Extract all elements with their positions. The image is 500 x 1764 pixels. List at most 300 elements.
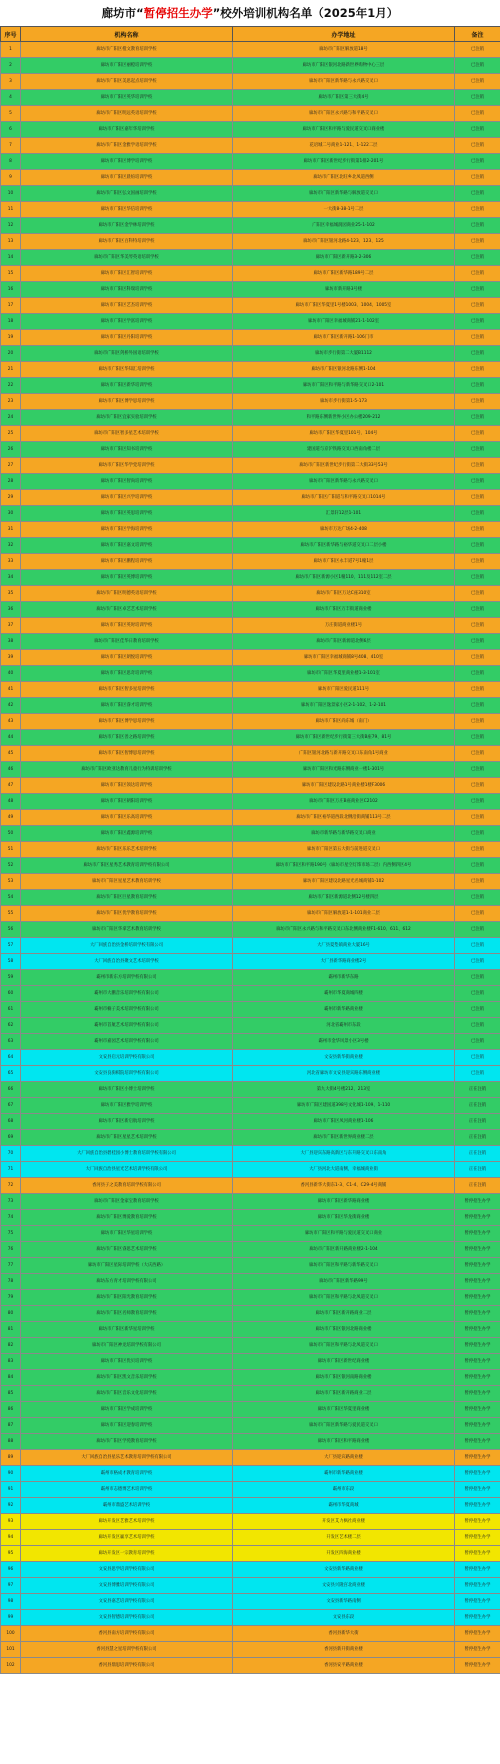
cell-remark: 已注销 bbox=[455, 650, 500, 666]
cell-address: 廊坊市新华路与新华路交叉口商业 bbox=[233, 826, 455, 842]
cell-address: 廊坊市广阳区和平路商业楼 bbox=[233, 1434, 455, 1450]
cell-remark: 已注销 bbox=[455, 298, 500, 314]
table-row bbox=[1, 442, 500, 458]
table-row bbox=[1, 1018, 500, 1034]
cell-address: 第九大街4号楼212、213室 bbox=[233, 1082, 455, 1098]
cell-serial: 88 bbox=[1, 1434, 21, 1450]
cell-remark: 已注销 bbox=[455, 986, 500, 1002]
cell-name: 廊坊市广阳区神龙培训学校有限公司 bbox=[21, 1338, 233, 1354]
cell-remark: 已注销 bbox=[455, 154, 500, 170]
cell-address: 廊坊市广阳区新华路189号二层 bbox=[233, 266, 455, 282]
cell-address: 廊坊市广阳区建设北路星光名城商铺1-102 bbox=[233, 874, 455, 890]
cell-name: 廊坊市广阳区科瑞培训学校 bbox=[21, 282, 233, 298]
cell-serial: 94 bbox=[1, 1530, 21, 1546]
cell-name: 大厂回族自治县星乐艺术教育培训学校有限公司 bbox=[21, 1450, 233, 1466]
cell-remark: 已注销 bbox=[455, 1018, 500, 1034]
cell-remark: 已注销 bbox=[455, 490, 500, 506]
cell-serial: 25 bbox=[1, 426, 21, 442]
cell-name: 廊坊市广阳区金学林培训学校 bbox=[21, 218, 233, 234]
cell-name: 廊坊市广阳区智多星艺术培训学校 bbox=[21, 426, 233, 442]
cell-serial: 92 bbox=[1, 1498, 21, 1514]
table-row bbox=[1, 1482, 500, 1498]
table-row bbox=[1, 458, 500, 474]
cell-serial: 89 bbox=[1, 1450, 21, 1466]
cell-remark: 已注销 bbox=[455, 426, 500, 442]
cell-remark: 正在注销 bbox=[455, 1098, 500, 1114]
cell-name: 廊坊市广阳区音乐文化培训学校 bbox=[21, 1386, 233, 1402]
table-row bbox=[1, 1114, 500, 1130]
cell-serial: 26 bbox=[1, 442, 21, 458]
table-row bbox=[1, 106, 500, 122]
cell-remark: 已注销 bbox=[455, 474, 500, 490]
cell-address: 大厂县夏垫镇商业大厦16号 bbox=[233, 938, 455, 954]
cell-address: 香河县新华大街东1-3、C1-4、C29-4号商铺 bbox=[233, 1178, 455, 1194]
cell-address: 廊坊市广阳区万庄B座商业区C2102 bbox=[233, 794, 455, 810]
cell-name: 文安县智德培训学校有限公司 bbox=[21, 1610, 233, 1626]
cell-address: 廊坊市广阳区新华路与解放道交叉口 bbox=[233, 186, 455, 202]
cell-address: 廊坊市广阳区新开路商业楼2-1-104 bbox=[233, 1242, 455, 1258]
cell-remark: 已注销 bbox=[455, 778, 500, 794]
cell-name: 廊坊市广阳区学苑教育培训学校 bbox=[21, 1434, 233, 1450]
table-row bbox=[1, 1658, 500, 1674]
cell-remark: 已注销 bbox=[455, 106, 500, 122]
cell-name: 廊坊市广阳区乐高培训学校 bbox=[21, 810, 233, 826]
cell-address: 廊坊市广阳区第五大街与前进道交叉口 bbox=[233, 842, 455, 858]
cell-address: 广阳区幸福城润园商业25-1-102 bbox=[233, 218, 455, 234]
table-row bbox=[1, 1498, 500, 1514]
cell-name: 廊坊市广阳区华拿艺术教育培训学校 bbox=[21, 922, 233, 938]
cell-address: 廊坊市广阳区建国道398号文化城1-109、1-110 bbox=[233, 1098, 455, 1114]
table-row bbox=[1, 1050, 500, 1066]
table-row bbox=[1, 1098, 500, 1114]
cell-address: 霸州市新华路商业楼 bbox=[233, 1002, 455, 1018]
cell-serial: 3 bbox=[1, 74, 21, 90]
table-row bbox=[1, 986, 500, 1002]
table-row bbox=[1, 682, 500, 698]
cell-remark: 已注销 bbox=[455, 714, 500, 730]
table-row bbox=[1, 1610, 500, 1626]
header-name: 机构名称 bbox=[21, 27, 233, 42]
cell-remark: 已注销 bbox=[455, 234, 500, 250]
cell-remark: 已注销 bbox=[455, 442, 500, 458]
table-row bbox=[1, 298, 500, 314]
cell-name: 廊坊市广阳区乐乐艺术培训学校 bbox=[21, 842, 233, 858]
cell-serial: 14 bbox=[1, 250, 21, 266]
cell-name: 廊坊市广阳区嘉文培训学校 bbox=[21, 538, 233, 554]
cell-remark: 已注销 bbox=[455, 954, 500, 970]
cell-name: 霸州市首航艺术培训学校有限公司 bbox=[21, 1018, 233, 1034]
cell-remark: 暂停招生办学 bbox=[455, 1562, 500, 1578]
cell-serial: 1 bbox=[1, 42, 21, 58]
cell-name: 廊坊市广阳区博学思培训学校 bbox=[21, 394, 233, 410]
cell-name: 廊坊开发区一宗教育培训学校 bbox=[21, 1546, 233, 1562]
cell-name: 廊坊市广阳区欧亚达教育儿童行为特训培训学校 bbox=[21, 762, 233, 778]
cell-address: 廊坊市广阳区新世纪步行街第1排2-201号 bbox=[233, 154, 455, 170]
cell-address: 廊坊市广阳区银河北路东侧1-104 bbox=[233, 362, 455, 378]
cell-serial: 30 bbox=[1, 506, 21, 522]
cell-name: 廊坊市广阳区新华培训学校 bbox=[21, 378, 233, 394]
cell-serial: 44 bbox=[1, 730, 21, 746]
table-row bbox=[1, 490, 500, 506]
cell-address: 廊坊市广阳区和平路与新华路交叉口2-101 bbox=[233, 378, 455, 394]
cell-address: 廊坊市广阳区尚东城（南门） bbox=[233, 714, 455, 730]
cell-name: 廊坊开发区赢享艺术培训学校 bbox=[21, 1530, 233, 1546]
cell-name: 廊坊市广阳区博学思培训学校 bbox=[21, 714, 233, 730]
cell-name: 廊坊市广阳区学海培训学校 bbox=[21, 522, 233, 538]
cell-serial: 69 bbox=[1, 1130, 21, 1146]
cell-address: 廊坊市广阳区新世纪商业楼 bbox=[233, 1354, 455, 1370]
cell-remark: 正在注销 bbox=[455, 1178, 500, 1194]
cell-name: 廊坊市广阳区博爱教育培训学校 bbox=[21, 1210, 233, 1226]
cell-remark: 暂停招生办学 bbox=[455, 1258, 500, 1274]
table-row bbox=[1, 394, 500, 410]
cell-serial: 67 bbox=[1, 1098, 21, 1114]
table-row bbox=[1, 666, 500, 682]
cell-remark: 已注销 bbox=[455, 202, 500, 218]
cell-address: 廊坊市广阳区和平路与北凤道交叉口 bbox=[233, 1338, 455, 1354]
cell-name: 文安县博雅培训学校有限公司 bbox=[21, 1578, 233, 1594]
table-row bbox=[1, 570, 500, 586]
cell-serial: 13 bbox=[1, 234, 21, 250]
cell-name: 廊坊市广阳区明德英语培训学校 bbox=[21, 586, 233, 602]
table-row bbox=[1, 1578, 500, 1594]
cell-name: 廊坊市广阳区智多星培训学校 bbox=[21, 682, 233, 698]
table-row bbox=[1, 1546, 500, 1562]
cell-serial: 79 bbox=[1, 1290, 21, 1306]
cell-address: 廊坊市广阳区解放道18号 bbox=[233, 42, 455, 58]
cell-address: 廊坊市广阳区万达C座310室 bbox=[233, 586, 455, 602]
cell-name: 廊坊市广阳区名师教育培训学校 bbox=[21, 1306, 233, 1322]
cell-remark: 已注销 bbox=[455, 666, 500, 682]
table-row bbox=[1, 698, 500, 714]
cell-address: 河北省霸州市东段 bbox=[233, 1018, 455, 1034]
cell-name: 廊坊市广阳区佳华日教育培训学校 bbox=[21, 634, 233, 650]
cell-address: 廊坊市广阳区永丰道7号1幢1层 bbox=[233, 554, 455, 570]
table-row bbox=[1, 1002, 500, 1018]
table-row bbox=[1, 970, 500, 986]
table-row bbox=[1, 1034, 500, 1050]
table-row bbox=[1, 858, 500, 874]
cell-remark: 暂停招生办学 bbox=[455, 1642, 500, 1658]
table-row bbox=[1, 234, 500, 250]
cell-remark: 已注销 bbox=[455, 970, 500, 986]
cell-serial: 4 bbox=[1, 90, 21, 106]
institution-table bbox=[0, 26, 500, 1674]
cell-remark: 已注销 bbox=[455, 538, 500, 554]
cell-name: 廊坊市广阳区橙文教育培训学校 bbox=[21, 42, 233, 58]
cell-remark: 已注销 bbox=[455, 410, 500, 426]
cell-remark: 暂停招生办学 bbox=[455, 1274, 500, 1290]
cell-address: 廊坊市广阳区和平路190号（廊坊市星空灯饰市场二层）内西侧四区4号 bbox=[233, 858, 455, 874]
cell-remark: 正在注销 bbox=[455, 1114, 500, 1130]
cell-remark: 已注销 bbox=[455, 682, 500, 698]
cell-remark: 已注销 bbox=[455, 122, 500, 138]
cell-serial: 27 bbox=[1, 458, 21, 474]
cell-address: 廊坊市广阳区永兴路与和平路交叉口 bbox=[233, 106, 455, 122]
table-row bbox=[1, 426, 500, 442]
cell-remark: 暂停招生办学 bbox=[455, 1610, 500, 1626]
table-row bbox=[1, 714, 500, 730]
cell-serial: 47 bbox=[1, 778, 21, 794]
cell-serial: 24 bbox=[1, 410, 21, 426]
table-row bbox=[1, 138, 500, 154]
cell-name: 廊坊市广阳区艺杰培训学校 bbox=[21, 298, 233, 314]
cell-serial: 42 bbox=[1, 698, 21, 714]
cell-serial: 34 bbox=[1, 570, 21, 586]
cell-serial: 96 bbox=[1, 1562, 21, 1578]
cell-address: 廊坊市广阳区逸景家小区2-1-102、1-2-101 bbox=[233, 698, 455, 714]
cell-address: 廊坊市广阳区新华路与爱民道交叉口 bbox=[233, 1418, 455, 1434]
cell-serial: 7 bbox=[1, 138, 21, 154]
cell-remark: 正在注销 bbox=[455, 1082, 500, 1098]
cell-address: 文安县兴隆宫北商业楼 bbox=[233, 1578, 455, 1594]
table-row bbox=[1, 826, 500, 842]
cell-name: 廊坊市广阳区弘文国画培训学校 bbox=[21, 186, 233, 202]
cell-name: 廊坊市广阳区凯文音乐培训学校 bbox=[21, 1370, 233, 1386]
cell-remark: 暂停招生办学 bbox=[455, 1338, 500, 1354]
cell-serial: 2 bbox=[1, 58, 21, 74]
cell-serial: 101 bbox=[1, 1642, 21, 1658]
cell-remark: 暂停招生办学 bbox=[455, 1466, 500, 1482]
table-row bbox=[1, 1146, 500, 1162]
cell-serial: 98 bbox=[1, 1594, 21, 1610]
cell-remark: 暂停招生办学 bbox=[455, 1482, 500, 1498]
cell-serial: 48 bbox=[1, 794, 21, 810]
cell-serial: 52 bbox=[1, 858, 21, 874]
cell-serial: 31 bbox=[1, 522, 21, 538]
cell-serial: 78 bbox=[1, 1274, 21, 1290]
cell-remark: 暂停招生办学 bbox=[455, 1242, 500, 1258]
cell-address: 廊坊市广阳区新开路1-106门市 bbox=[233, 330, 455, 346]
cell-name: 廊坊市广阳区华知汇培训学校 bbox=[21, 362, 233, 378]
header-address: 办学地址 bbox=[233, 27, 455, 42]
cell-remark: 已注销 bbox=[455, 314, 500, 330]
cell-serial: 65 bbox=[1, 1066, 21, 1082]
cell-remark: 已注销 bbox=[455, 762, 500, 778]
table-row bbox=[1, 938, 500, 954]
cell-name: 文安县思学培训学校有限公司 bbox=[21, 1562, 233, 1578]
cell-name: 廊坊市广阳区新华星培训学校 bbox=[21, 1322, 233, 1338]
table-row bbox=[1, 1466, 500, 1482]
cell-remark: 已注销 bbox=[455, 922, 500, 938]
cell-remark: 暂停招生办学 bbox=[455, 1530, 500, 1546]
table-row bbox=[1, 1386, 500, 1402]
cell-serial: 56 bbox=[1, 922, 21, 938]
cell-remark: 已注销 bbox=[455, 938, 500, 954]
cell-serial: 59 bbox=[1, 970, 21, 986]
cell-address: 廊坊市广阳区建设北路1号商业楼1楼F3006 bbox=[233, 778, 455, 794]
cell-remark: 暂停招生办学 bbox=[455, 1354, 500, 1370]
cell-name: 廊坊市广阳区智尚培训学校 bbox=[21, 474, 233, 490]
table-row bbox=[1, 890, 500, 906]
cell-address: 廊坊市广阳区永兴路与和平路交叉口东北侧商业楼F1-610、611、612 bbox=[233, 922, 455, 938]
cell-address: 廊坊市广阳区和平路与爱民道交叉口商业 bbox=[233, 1226, 455, 1242]
table-row bbox=[1, 1306, 500, 1322]
table-row bbox=[1, 538, 500, 554]
cell-serial: 50 bbox=[1, 826, 21, 842]
table-row bbox=[1, 1226, 500, 1242]
cell-address: 廊坊市广阳区万丰街道商业楼 bbox=[233, 602, 455, 618]
cell-remark: 已注销 bbox=[455, 1034, 500, 1050]
table-row bbox=[1, 1210, 500, 1226]
cell-name: 霸州市鼎盛艺术培训学校 bbox=[21, 1498, 233, 1514]
cell-serial: 84 bbox=[1, 1370, 21, 1386]
cell-name: 廊坊市广阳区优贝培训学校 bbox=[21, 1354, 233, 1370]
cell-address: 廊坊市广阳区新华路与永兴路交叉口 bbox=[233, 74, 455, 90]
cell-name: 廊坊市广阳区迎春培训学校 bbox=[21, 1418, 233, 1434]
cell-serial: 100 bbox=[1, 1626, 21, 1642]
cell-serial: 81 bbox=[1, 1322, 21, 1338]
cell-address: 廊坊市广阳区华夏里101号、104号 bbox=[233, 426, 455, 442]
cell-name: 廊坊市广阳区星星艺术培训学校 bbox=[21, 1130, 233, 1146]
cell-remark: 已注销 bbox=[455, 890, 500, 906]
cell-name: 廊坊市广阳区华美琴英语培训学校 bbox=[21, 250, 233, 266]
table-row bbox=[1, 1338, 500, 1354]
cell-remark: 暂停招生办学 bbox=[455, 1386, 500, 1402]
cell-serial: 20 bbox=[1, 346, 21, 362]
cell-address: 廊坊市新开路3号楼 bbox=[233, 282, 455, 298]
cell-address: 廊坊市广阳区和光路东侧商业一楼1-301号 bbox=[233, 762, 455, 778]
cell-address: 香河县新华大街 bbox=[233, 1626, 455, 1642]
table-row bbox=[1, 810, 500, 826]
cell-name: 霸州市嘉园艺术培训学校有限公司 bbox=[21, 1034, 233, 1050]
cell-address: 廊坊市广阳区新开路商业二层 bbox=[233, 1386, 455, 1402]
cell-serial: 77 bbox=[1, 1258, 21, 1274]
cell-serial: 9 bbox=[1, 170, 21, 186]
cell-remark: 已注销 bbox=[455, 506, 500, 522]
cell-remark: 已注销 bbox=[455, 698, 500, 714]
cell-remark: 已注销 bbox=[455, 330, 500, 346]
cell-remark: 已注销 bbox=[455, 842, 500, 858]
cell-serial: 74 bbox=[1, 1210, 21, 1226]
cell-address: 和平路东侧新世界小区办公楼209-212 bbox=[233, 410, 455, 426]
table-row bbox=[1, 1370, 500, 1386]
table-row bbox=[1, 1290, 500, 1306]
cell-serial: 49 bbox=[1, 810, 21, 826]
cell-serial: 71 bbox=[1, 1162, 21, 1178]
cell-remark: 已注销 bbox=[455, 42, 500, 58]
cell-serial: 33 bbox=[1, 554, 21, 570]
cell-name: 大厂回族自治县碧桂园小博士教育培训学校有限公司 bbox=[21, 1146, 233, 1162]
cell-serial: 90 bbox=[1, 1466, 21, 1482]
cell-name: 廊坊市广阳区思奇培训学校 bbox=[21, 666, 233, 682]
cell-serial: 72 bbox=[1, 1178, 21, 1194]
cell-serial: 85 bbox=[1, 1386, 21, 1402]
cell-address: 开发区四海商业楼 bbox=[233, 1546, 455, 1562]
cell-name: 廊坊市广阳区卓艺艺术培训学校 bbox=[21, 602, 233, 618]
table-row bbox=[1, 1418, 500, 1434]
cell-address: 廊坊市广阳区幸福城商铺8号408、410室 bbox=[233, 650, 455, 666]
cell-serial: 19 bbox=[1, 330, 21, 346]
cell-address: 廊坊市广阳区华夏里商业楼 bbox=[233, 1402, 455, 1418]
table-row bbox=[1, 154, 500, 170]
cell-address: 廊坊市广阳区新世纪步行街第三大街B座79、81号 bbox=[233, 730, 455, 746]
cell-address: 大厂县迎宾东路高新区与东升路交叉口东南角 bbox=[233, 1146, 455, 1162]
cell-serial: 93 bbox=[1, 1514, 21, 1530]
cell-address: 廊坊市广阳区新华路99号 bbox=[233, 1274, 455, 1290]
cell-address: 文安县新华路南侧 bbox=[233, 1594, 455, 1610]
cell-name: 廊坊市广阳区鹏程培训学校 bbox=[21, 554, 233, 570]
cell-address: 一大街8-38-1号二层 bbox=[233, 202, 455, 218]
cell-serial: 41 bbox=[1, 682, 21, 698]
header-remark: 备注 bbox=[455, 27, 500, 42]
cell-address: 廊坊市广阳区和平路与爱民道交叉口商业楼 bbox=[233, 122, 455, 138]
table-row bbox=[1, 1322, 500, 1338]
table-row bbox=[1, 346, 500, 362]
table-row bbox=[1, 1642, 500, 1658]
cell-name: 廊坊市广阳区领达培训学校 bbox=[21, 778, 233, 794]
cell-name: 廊坊市广阳区金雅学语培训学校 bbox=[21, 138, 233, 154]
cell-address: 霸州市新华东路 bbox=[233, 970, 455, 986]
cell-remark: 已注销 bbox=[455, 90, 500, 106]
cell-address: 霸州市东段 bbox=[233, 1482, 455, 1498]
cell-serial: 6 bbox=[1, 122, 21, 138]
cell-remark: 已注销 bbox=[455, 74, 500, 90]
cell-serial: 82 bbox=[1, 1338, 21, 1354]
table-row bbox=[1, 906, 500, 922]
cell-remark: 已注销 bbox=[455, 602, 500, 618]
cell-serial: 54 bbox=[1, 890, 21, 906]
table-row bbox=[1, 634, 500, 650]
table-row bbox=[1, 762, 500, 778]
table-row bbox=[1, 650, 500, 666]
cell-name: 文安县启元培训学校有限公司 bbox=[21, 1050, 233, 1066]
cell-serial: 76 bbox=[1, 1242, 21, 1258]
cell-name: 廊坊市广阳区宜家实验培训学校 bbox=[21, 410, 233, 426]
cell-serial: 28 bbox=[1, 474, 21, 490]
cell-address: 霸州市新华路商业楼 bbox=[233, 1466, 455, 1482]
table-row bbox=[1, 58, 500, 74]
cell-address: 大厂县新华路商业楼2号 bbox=[233, 954, 455, 970]
cell-serial: 45 bbox=[1, 746, 21, 762]
table-row bbox=[1, 410, 500, 426]
cell-address: 廊坊市广阳区银河南路商业楼 bbox=[233, 1370, 455, 1386]
cell-serial: 38 bbox=[1, 634, 21, 650]
cell-name: 廊坊市广阳区汇智培训学校 bbox=[21, 266, 233, 282]
cell-remark: 已注销 bbox=[455, 266, 500, 282]
cell-name: 廊坊市广阳区嘉年华培训学校 bbox=[21, 122, 233, 138]
table-row bbox=[1, 1194, 500, 1210]
cell-serial: 95 bbox=[1, 1546, 21, 1562]
cell-address: 廊坊市广阳区新华路与永兴路交叉口 bbox=[233, 474, 455, 490]
cell-name: 文安县良驹棋院培训学校有限公司 bbox=[21, 1066, 233, 1082]
table-row bbox=[1, 1626, 500, 1642]
cell-serial: 86 bbox=[1, 1402, 21, 1418]
cell-serial: 15 bbox=[1, 266, 21, 282]
cell-address: 廊坊市步行街第1-5-173 bbox=[233, 394, 455, 410]
cell-name: 廊坊市广阳区英时培训学校 bbox=[21, 618, 233, 634]
cell-name: 大厂回族自治县金桥培训学校有限公司 bbox=[21, 938, 233, 954]
cell-name: 廊坊市广阳区兴学培训学校 bbox=[21, 490, 233, 506]
cell-serial: 55 bbox=[1, 906, 21, 922]
table-row bbox=[1, 362, 500, 378]
cell-remark: 暂停招生办学 bbox=[455, 1546, 500, 1562]
cell-name: 香河县子之美教育培训学校有限公司 bbox=[21, 1178, 233, 1194]
cell-name: 廊坊市广阳区美思起点培训学校 bbox=[21, 74, 233, 90]
cell-remark: 已注销 bbox=[455, 58, 500, 74]
cell-serial: 17 bbox=[1, 298, 21, 314]
table-row bbox=[1, 1530, 500, 1546]
cell-name: 香河县慧之星培训学校有限公司 bbox=[21, 1642, 233, 1658]
cell-remark: 已注销 bbox=[455, 826, 500, 842]
table-row bbox=[1, 506, 500, 522]
cell-address: 霸州市华夏商城 bbox=[233, 1498, 455, 1514]
cell-remark: 暂停招生办学 bbox=[455, 1626, 500, 1642]
table-row bbox=[1, 1402, 500, 1418]
table-row bbox=[1, 202, 500, 218]
table-body bbox=[1, 42, 500, 1674]
cell-remark: 暂停招生办学 bbox=[455, 1194, 500, 1210]
